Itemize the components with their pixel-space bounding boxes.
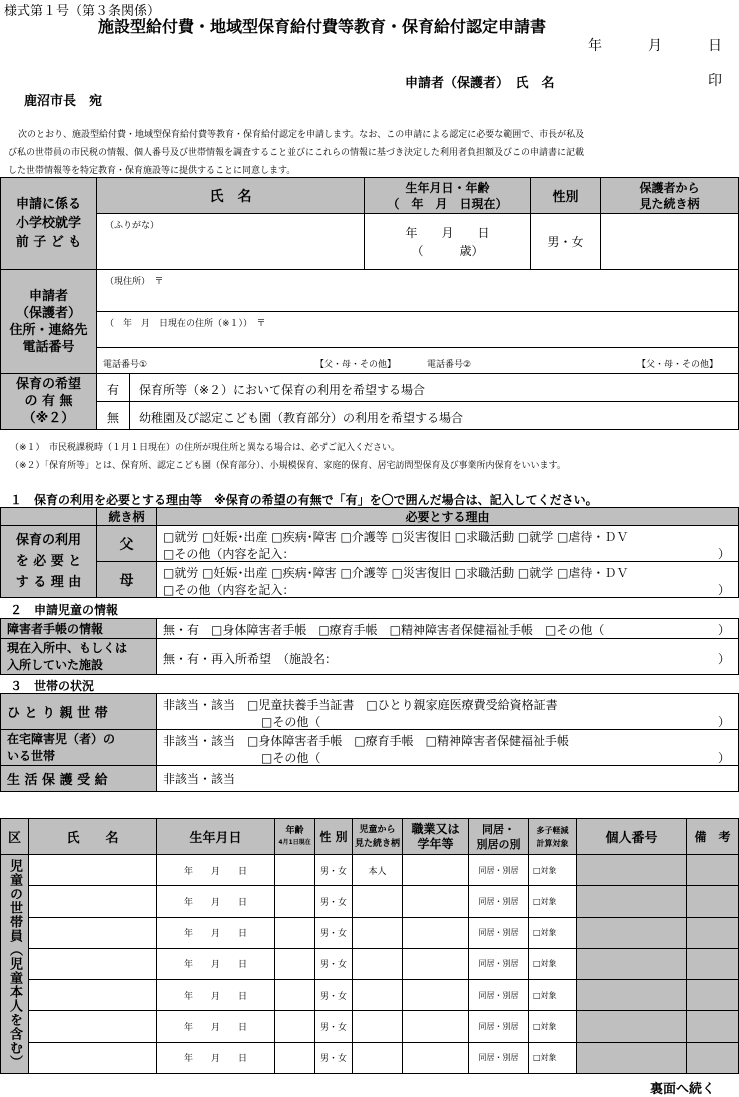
handbook-value[interactable]: 無・有 □身体障害者手帳 □療育手帳 □精神障害者保健福祉手帳 □その他（ [163,623,605,637]
member-dob-cell[interactable]: 年 月 日 [157,886,275,917]
member-age-cell[interactable] [275,1042,315,1073]
member-name-cell[interactable] [29,1042,157,1073]
applicant-label: 申請者（保護者） 氏 名 [405,76,555,91]
age-header-sub: 4月1日現在 [278,838,311,846]
member-note-cell[interactable] [687,948,739,979]
mother-reasons-line1[interactable]: □就労 □妊娠･出産 □疾病･障害 □介護等 □災害復旧 □求職活動 □就学 □虐待・ＤＶ [163,566,629,580]
member-cohab-cell[interactable]: 同居・別居 [469,855,529,886]
member-multi-cell[interactable]: □対象 [529,917,577,948]
member-name-cell[interactable] [29,1011,157,1042]
intro-line-1: 次のとおり、施設型給付費・地域型保育給付費等教育・保育給付認定を申請します。なお、この申請による認定に必要な範囲で、市長が私及 [18,130,585,140]
sex-header: 性別 [531,178,601,214]
blank [1,508,97,526]
ku-header: 区 [1,819,29,855]
child-info-table [0,618,739,675]
close-paren: ） [717,623,730,637]
household-side-label-cell [1,855,29,1074]
form-title: 施設型給付費・地域型保育給付費等教育・保育給付認定申請書 [98,17,547,36]
member-cohab-cell[interactable]: 同居・別居 [469,980,529,1011]
single-parent-label: ひ と り 親 世 帯 [1,694,157,730]
single-parent-line2[interactable]: □その他（ [261,715,321,729]
member-age-cell[interactable] [275,980,315,1011]
close-paren: ） [717,547,730,561]
member-mynumber-header: 個人番号 [577,819,687,855]
member-cohab-cell[interactable]: 同居・別居 [469,1042,529,1073]
member-cohab-header: 同居・ 別居の別 [469,819,529,855]
dob-header: 生年月日・年齢 （ 年 月 日現在） [365,178,531,214]
member-note-cell[interactable] [687,1011,739,1042]
member-age-cell[interactable] [275,855,315,886]
member-note-cell[interactable] [687,855,739,886]
phone2-relation: 【父・母・その他】 [637,360,719,370]
mother-label: 母 [97,562,157,598]
member-relation-cell[interactable] [353,1042,403,1073]
care-wish-yes-text: 保育所等（※２）において保育の利用を希望する場合 [139,383,426,397]
member-note-cell[interactable] [687,1042,739,1073]
phone-field[interactable] [97,348,739,374]
member-mynumber-cell[interactable] [577,917,687,948]
member-dob-cell[interactable]: 年 月 日 [157,917,275,948]
note-2: （※２）「保育所等」とは、保育所、認定こども園（保育部分）、小規模保育、家庭的保育、居宅訪問型保育及び事業所内保育をいいます。 [10,461,566,471]
member-multi-cell[interactable]: □対象 [529,1011,577,1042]
seal-mark: 印 [708,73,722,89]
member-job-cell[interactable] [403,1042,469,1073]
disabled-household-field[interactable] [157,730,739,766]
member-relation-cell[interactable] [353,948,403,979]
member-sex-header: 性 別 [315,819,353,855]
phone1-label: 電話番号① [103,360,148,370]
care-wish-yes[interactable]: 有 [107,383,120,397]
member-mynumber-cell[interactable] [577,980,687,1011]
jan1-address-label: （ 年 月 日現在の住所（※１）） 〒 [105,319,266,329]
member-mynumber-cell[interactable] [577,948,687,979]
addressee: 鹿沼市長 宛 [24,94,103,109]
care-wish-yes-row[interactable] [97,374,739,402]
member-age-cell[interactable] [275,1011,315,1042]
care-wish-no-row[interactable] [97,402,739,430]
member-name-cell[interactable] [29,980,157,1011]
member-sex-cell[interactable]: 男・女 [315,980,353,1011]
date-month: 月 [648,38,662,54]
child-row-label: 申請に係る 小学校就学 前 子 ど も [1,178,97,270]
member-relation-cell[interactable] [353,1011,403,1042]
note-1: （※１） 市民税課税時（１月１日現在）の住所が現住所と異なる場合は、必ずご記入ください。 [10,443,401,453]
child-dob-value: 年 月 日 [405,225,490,240]
member-job-cell[interactable] [403,886,469,917]
member-sex-cell[interactable]: 男・女 [315,1042,353,1073]
member-cohab-cell[interactable]: 同居・別居 [469,1011,529,1042]
member-sex-cell[interactable]: 男・女 [315,855,353,886]
disabled-household-label: 在宅障害児（者）の いる世帯 [1,730,157,766]
single-parent-field[interactable] [157,694,739,730]
member-relation-cell[interactable] [353,886,403,917]
father-label: 父 [97,526,157,562]
member-relation-cell[interactable] [353,980,403,1011]
form-number: 様式第１号（第３条関係） [4,4,161,19]
facility-field[interactable] [157,639,739,675]
member-dob-cell[interactable]: 年 月 日 [157,855,275,886]
reason-row-label: 保育の利用 を 必 要 と す る 理 由 [1,526,97,598]
furigana-label: （ふりがな） [105,221,160,231]
care-wish-label: 保育の希望 の 有 無 （※２） [1,374,97,430]
member-sex-cell[interactable]: 男・女 [315,886,353,917]
applicant-table [0,177,739,430]
member-multi-header: 多子軽減 計算対象 [529,819,577,855]
welfare-label: 生 活 保 護 受 給 [1,766,157,792]
child-relation-field[interactable] [601,214,739,270]
member-name-header: 氏 名 [29,819,157,855]
member-relation-cell[interactable] [353,917,403,948]
father-reasons-line2[interactable]: □その他（内容を記入： [163,547,295,561]
child-age-value: （ 歳） [411,243,484,258]
member-name-cell[interactable] [29,948,157,979]
single-parent-line1[interactable]: 非該当・該当 □児童扶養手当証書 □ひとり親家庭医療費受給資格証書 [163,698,558,712]
care-wish-no[interactable]: 無 [107,411,120,425]
close-paren: ） [717,583,730,597]
facility-label: 現在入所中、もしくは 入所していた施設 [1,639,157,675]
member-cohab-cell[interactable]: 同居・別居 [469,948,529,979]
date-year: 年 [588,38,602,54]
reason-col-header: 必要とする理由 [157,508,739,526]
disabled-household-line1[interactable]: 非該当・該当 □身体障害者手帳 □療育手帳 □精神障害者保健福祉手帳 [163,734,570,748]
father-reasons[interactable] [157,526,739,562]
member-name-cell[interactable] [29,886,157,917]
member-sex-cell[interactable]: 男・女 [315,1011,353,1042]
member-relation-cell[interactable]: 本人 [353,855,403,886]
member-job-cell[interactable] [403,948,469,979]
member-cohab-cell[interactable]: 同居・別居 [469,886,529,917]
welfare-value[interactable]: 非該当・該当 [157,766,739,792]
member-dob-cell[interactable]: 年 月 日 [157,1011,275,1042]
member-dob-cell[interactable]: 年 月 日 [157,1042,275,1073]
member-note-cell[interactable] [687,886,739,917]
divider [129,402,130,430]
member-dob-cell[interactable]: 年 月 日 [157,948,275,979]
disabled-household-line2[interactable]: □その他（ [261,751,321,765]
care-wish-no-text: 幼稚園及び認定こども園（教育部分）の利用を希望する場合 [139,411,464,425]
relation-col-header: 続き柄 [97,508,157,526]
member-note-cell[interactable] [687,917,739,948]
member-note-header: 備 考 [687,819,739,855]
member-name-cell[interactable] [29,855,157,886]
handbook-field[interactable] [157,619,739,639]
member-sex-cell[interactable]: 男・女 [315,917,353,948]
member-multi-cell[interactable]: □対象 [529,886,577,917]
member-sex-cell[interactable]: 男・女 [315,948,353,979]
mother-reasons-line2[interactable]: □その他（内容を記入： [163,583,295,597]
member-age-header [275,819,315,855]
member-age-cell[interactable] [275,917,315,948]
member-job-cell[interactable] [403,855,469,886]
current-address-field[interactable] [97,270,739,312]
member-name-cell[interactable] [29,917,157,948]
member-age-cell[interactable] [275,948,315,979]
jan1-address-field[interactable] [97,312,739,348]
member-multi-cell[interactable]: □対象 [529,980,577,1011]
phone1-relation: 【父・母・その他】 [315,360,397,370]
phone2-label: 電話番号② [427,360,472,370]
member-dob-cell[interactable]: 年 月 日 [157,980,275,1011]
relation-header: 保護者から 見た続き柄 [601,178,739,214]
member-mynumber-cell[interactable] [577,1042,687,1073]
facility-value[interactable]: 無・有・再入所希望 （施設名： [163,652,338,666]
mother-reasons[interactable] [157,562,739,598]
section2-title: ２ 申請児童の情報 [10,603,119,617]
member-mynumber-cell[interactable] [577,886,687,917]
child-sex-value: 男・女 [547,235,584,249]
member-job-cell[interactable] [403,1011,469,1042]
divider [129,374,130,402]
member-multi-cell[interactable]: □対象 [529,855,577,886]
father-reasons-line1[interactable]: □就労 □妊娠･出産 □疾病･障害 □介護等 □災害復旧 □求職活動 □就学 □虐待・ＤＶ [163,530,629,544]
intro-line-2: び私の世帯員の市民税の情報、個人番号及び世帯情報を調査すること並びにこれらの情報に基づき決定した利用者負担額及びこの申請書に記載 [8,148,585,158]
child-name-field[interactable] [97,214,365,270]
member-note-cell[interactable] [687,980,739,1011]
member-dob-header: 生年月日 [157,819,275,855]
household-status-table [0,693,739,792]
child-sex-field[interactable] [531,214,601,270]
close-paren: ） [717,652,730,666]
guardian-label: 申請者 （保護者） 住所・連絡先 電話番号 [1,270,97,374]
member-job-cell[interactable] [403,980,469,1011]
member-job-cell[interactable] [403,917,469,948]
handbook-label: 障害者手帳の情報 [1,619,157,639]
reason-table [0,507,739,598]
intro-line-3: した世帯情報等を特定教育・保育施設等に提供することに同意します。 [8,166,296,176]
member-multi-cell[interactable]: □対象 [529,1042,577,1073]
section1-title: １ 保育の利用を必要とする理由等 ※保育の希望の有無で「有」を〇で囲んだ場合は、記入してください。 [10,493,598,507]
current-address-label: （現住所） 〒 [105,277,164,287]
member-mynumber-cell[interactable] [577,855,687,886]
continue-note: 裏面へ続く [650,1082,716,1097]
close-paren: ） [717,751,730,765]
member-relation-header: 児童から 見た続き柄 [353,819,403,855]
date-day: 日 [708,38,722,54]
household-side-label: 児童の世帯員（児童本人を含む） [7,859,22,1069]
member-cohab-cell[interactable]: 同居・別居 [469,917,529,948]
member-mynumber-cell[interactable] [577,1011,687,1042]
member-multi-cell[interactable]: □対象 [529,948,577,979]
member-job-header: 職業又は 学年等 [403,819,469,855]
name-header: 氏 名 [97,178,365,214]
close-paren: ） [717,715,730,729]
child-dob-field[interactable] [365,214,531,270]
member-age-cell[interactable] [275,886,315,917]
section3-title: ３ 世帯の状況 [10,679,95,693]
household-members-table [0,818,739,1074]
age-header-label: 年齢 [285,825,304,836]
